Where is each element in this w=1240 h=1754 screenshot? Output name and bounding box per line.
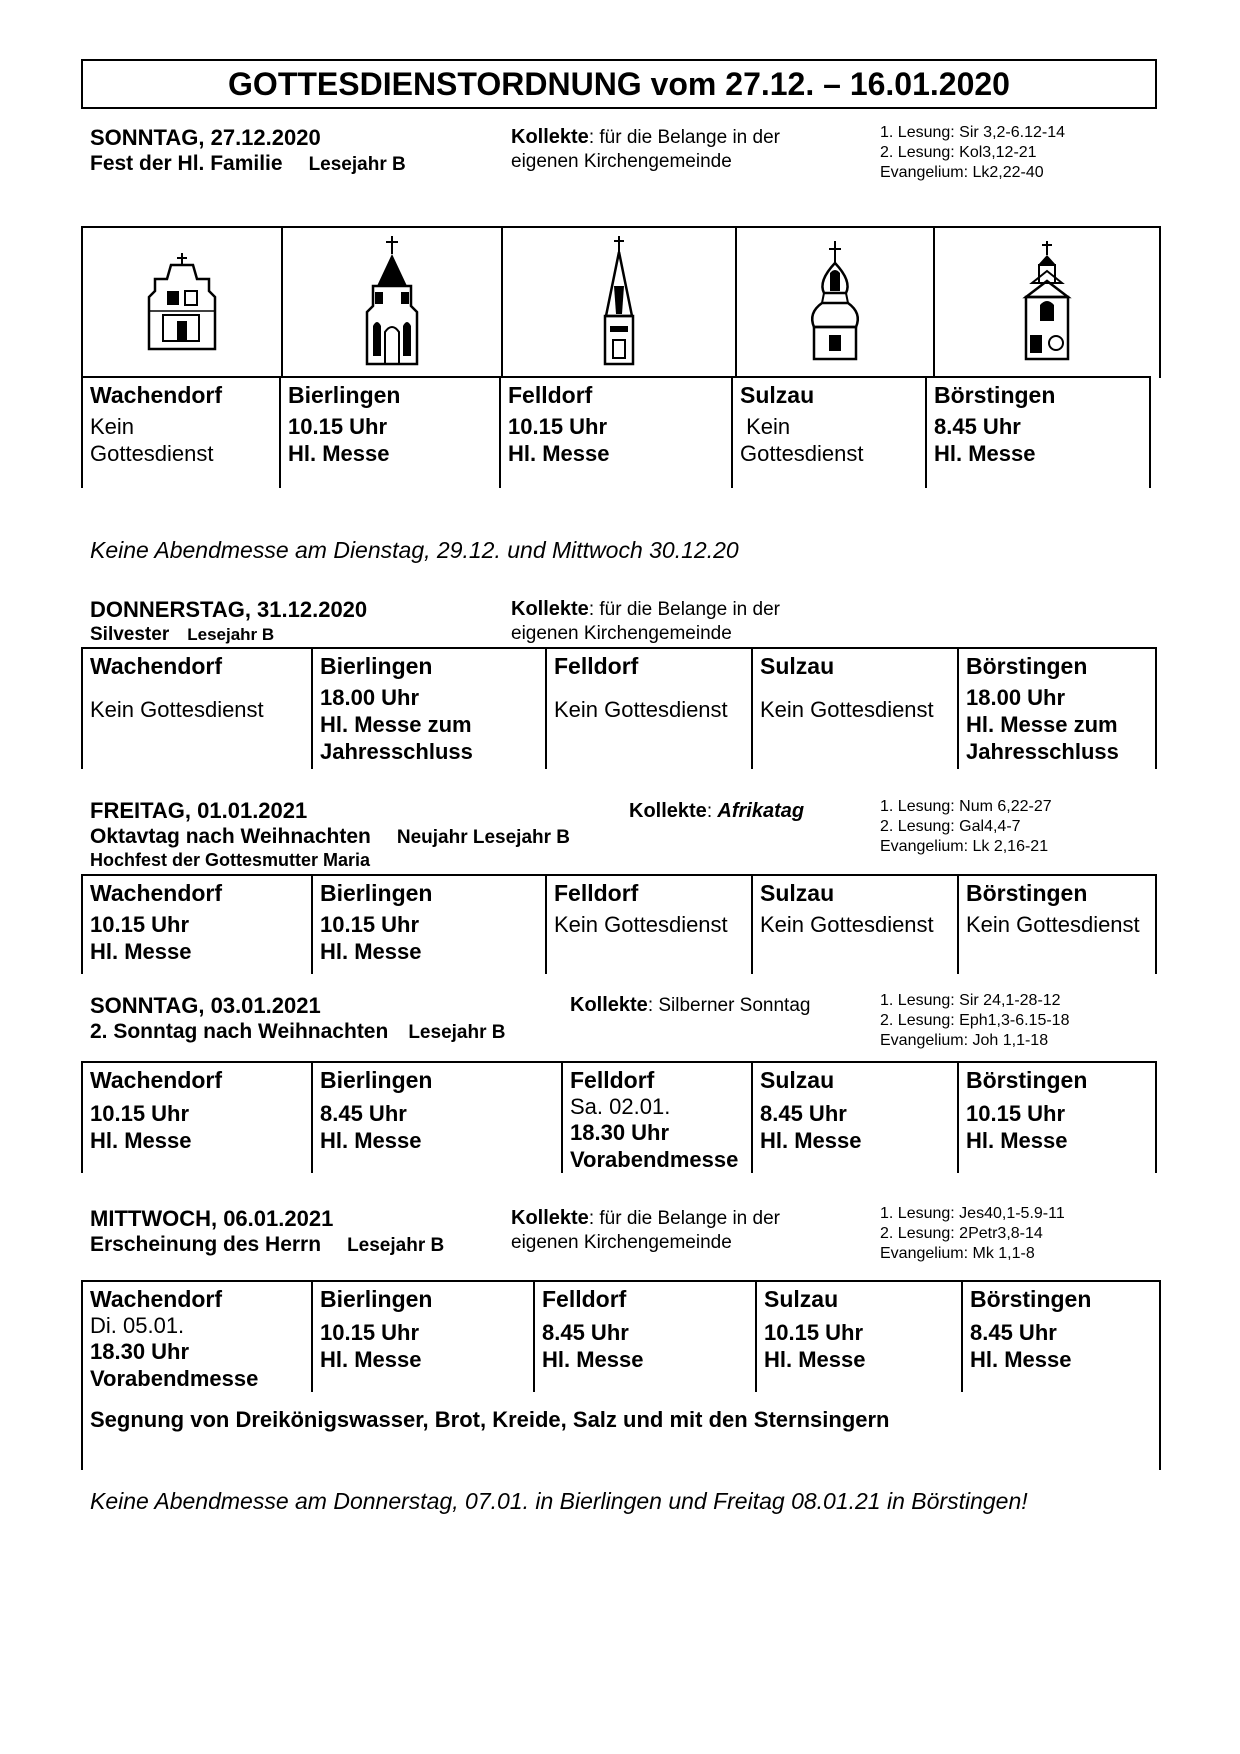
cell-bierlingen: 8.45 Uhr Hl. Messe: [312, 1097, 562, 1173]
place-felldorf: Felldorf: [500, 377, 732, 410]
cell-boerstingen: 8.45 Uhr Hl. Messe: [962, 1316, 1160, 1392]
sulzau-church-icon: [736, 227, 934, 378]
day3-heading: FREITAG, 01.01.2021: [90, 798, 308, 823]
day4-readings: 1. Lesung: Sir 24,1-28-12 2. Lesung: Eph1,3-6.15-18 Evangelium: Joh 1,1-18: [880, 992, 1070, 1049]
cell-bierlingen: 10.15 Uhr Hl. Messe: [280, 410, 500, 488]
cell-sulzau: Kein Gottesdienst: [752, 908, 958, 974]
cell-sulzau: Kein Gottesdienst: [752, 681, 958, 769]
day4-heading: SONNTAG, 03.01.2021: [90, 993, 321, 1018]
felldorf-church-icon: [502, 227, 736, 378]
day5-heading: MITTWOCH, 06.01.2021: [90, 1206, 334, 1231]
place-boerstingen: Börstingen: [958, 875, 1156, 908]
cell-bierlingen: 10.15 Uhr Hl. Messe: [312, 908, 546, 974]
cell-felldorf: 10.15 Uhr Hl. Messe: [500, 410, 732, 488]
place-sulzau: Sulzau: [732, 377, 926, 410]
cell-wachendorf: 10.15 Uhr Hl. Messe: [82, 1097, 312, 1173]
day1-subtitle: Fest der Hl. Familie Lesejahr B: [90, 152, 406, 175]
place-felldorf: Felldorf: [534, 1281, 756, 1316]
place-sulzau: Sulzau: [756, 1281, 962, 1316]
place-wachendorf: Wachendorf: [82, 1062, 312, 1097]
day2-kollekte: Kollekte: für die Belange in der eigenen Kirchengemeinde: [511, 598, 780, 644]
cell-sulzau: 10.15 Uhr Hl. Messe: [756, 1316, 962, 1392]
page-title: GOTTESDIENSTORDNUNG vom 27.12. – 16.01.2020: [81, 59, 1157, 107]
day1-schedule: [81, 376, 1151, 488]
day3-schedule: [81, 874, 1157, 974]
cell-boerstingen: 10.15 Uhr Hl. Messe: [958, 1097, 1156, 1173]
place-felldorf: Felldorf: [546, 648, 752, 681]
cell-felldorf: Kein Gottesdienst: [546, 908, 752, 974]
place-boerstingen: Börstingen: [926, 377, 1150, 410]
place-bierlingen: Bierlingen: [312, 1281, 534, 1316]
place-bierlingen: Bierlingen: [280, 377, 500, 410]
cell-boerstingen: Kein Gottesdienst: [958, 908, 1156, 974]
cell-wachendorf: Wachendorf Di. 05.01. 18.30 Uhr Vorabendmesse: [82, 1281, 312, 1392]
cell-sulzau: 8.45 Uhr Hl. Messe: [752, 1097, 958, 1173]
place-bierlingen: Bierlingen: [312, 875, 546, 908]
place-bierlingen: Bierlingen: [312, 648, 546, 681]
place-sulzau: Sulzau: [752, 1062, 958, 1097]
place-bierlingen: Bierlingen: [312, 1062, 562, 1097]
cell-bierlingen: 18.00 Uhr Hl. Messe zum Jahresschluss: [312, 681, 546, 769]
day5-schedule: [81, 1280, 1161, 1470]
note-no-evening-mass-1: Keine Abendmesse am Dienstag, 29.12. und Mittwoch 30.12.20: [90, 537, 739, 563]
place-boerstingen: Börstingen: [958, 648, 1156, 681]
cell-felldorf: Kein Gottesdienst: [546, 681, 752, 769]
blessing-note: Segnung von Dreikönigswasser, Brot, Kreide, Salz und mit den Sternsingern: [82, 1392, 1160, 1470]
cell-felldorf: 8.45 Uhr Hl. Messe: [534, 1316, 756, 1392]
place-boerstingen: Börstingen: [958, 1062, 1156, 1097]
wachendorf-church-icon: [82, 227, 282, 378]
day1-readings: 1. Lesung: Sir 3,2-6.12-14 2. Lesung: Kol3,12-21 Evangelium: Lk2,22-40: [880, 124, 1066, 181]
day1-kollekte: Kollekte: für die Belange in der eigenen Kirchengemeinde: [511, 126, 780, 172]
day3-subtitle: Oktavtag nach Weihnachten Neujahr Lesejahr B: [90, 825, 571, 848]
church-icons-row: [81, 226, 1161, 378]
note-no-evening-mass-2: Keine Abendmesse am Donnerstag, 07.01. in Bierlingen und Freitag 08.01.21 in Börstingen!: [90, 1488, 1028, 1514]
day3-readings: 1. Lesung: Num 6,22-27 2. Lesung: Gal4,4-7 Evangelium: Lk 2,16-21: [880, 798, 1052, 855]
place-felldorf: Felldorf: [546, 875, 752, 908]
day4-subtitle: 2. Sonntag nach Weihnachten Lesejahr B: [90, 1020, 506, 1043]
place-sulzau: Sulzau: [752, 648, 958, 681]
day2-subtitle: Silvester Lesejahr B: [90, 624, 275, 645]
place-wachendorf: Wachendorf: [82, 648, 312, 681]
day5-readings: 1. Lesung: Jes40,1-5.9-11 2. Lesung: 2Petr3,8-14 Evangelium: Mk 1,1-8: [880, 1205, 1065, 1262]
cell-wachendorf: 10.15 Uhr Hl. Messe: [82, 908, 312, 974]
place-boerstingen: Börstingen: [962, 1281, 1160, 1316]
cell-wachendorf: Kein Gottesdienst: [82, 681, 312, 769]
day5-subtitle: Erscheinung des Herrn Lesejahr B: [90, 1233, 445, 1256]
cell-bierlingen: 10.15 Uhr Hl. Messe: [312, 1316, 534, 1392]
bierlingen-church-icon: [282, 227, 502, 378]
day2-heading: DONNERSTAG, 31.12.2020: [90, 597, 368, 622]
cell-boerstingen: 8.45 Uhr Hl. Messe: [926, 410, 1150, 488]
day3-kollekte: Kollekte: Afrikatag: [629, 800, 805, 822]
cell-wachendorf: Kein Gottesdienst: [82, 410, 280, 488]
day4-kollekte: Kollekte: Silberner Sonntag: [570, 994, 811, 1016]
day1-heading: SONNTAG, 27.12.2020: [90, 125, 321, 150]
cell-felldorf: Felldorf Sa. 02.01. 18.30 Uhr Vorabendmesse: [562, 1062, 752, 1173]
place-wachendorf: Wachendorf: [82, 875, 312, 908]
place-wachendorf: Wachendorf: [82, 377, 280, 410]
place-sulzau: Sulzau: [752, 875, 958, 908]
cell-sulzau: Kein Gottesdienst: [732, 410, 926, 488]
cell-boerstingen: 18.00 Uhr Hl. Messe zum Jahresschluss: [958, 681, 1156, 769]
day2-schedule: [81, 647, 1157, 769]
day3-feast: Hochfest der Gottesmutter Maria: [90, 850, 371, 870]
day5-kollekte: Kollekte: für die Belange in der eigenen Kirchengemeinde: [511, 1207, 780, 1253]
boerstingen-church-icon: [934, 227, 1160, 378]
title-underline: [81, 107, 1157, 109]
day4-schedule: [81, 1061, 1157, 1173]
